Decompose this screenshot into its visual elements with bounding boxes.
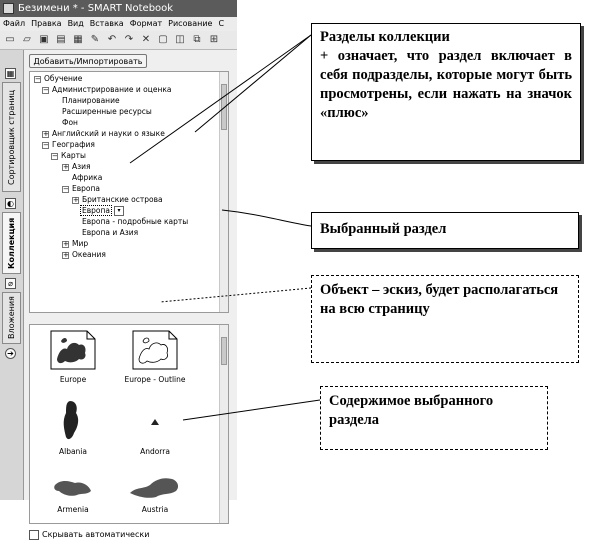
callout-section-contents (320, 386, 548, 450)
tree-item-administration[interactable]: Администрирование и оценка (52, 85, 172, 94)
menu-draw[interactable]: Рисование (168, 19, 213, 28)
chevron-down-icon[interactable]: ▾ (114, 206, 124, 216)
page-sorter-icon: ▦ (6, 69, 15, 78)
collapse-icon[interactable]: − (52, 152, 58, 160)
menu-format[interactable]: Формат (129, 19, 163, 28)
tree-item-planning[interactable]: Планирование (62, 96, 120, 105)
tree-item-asia[interactable]: Азия (72, 162, 91, 171)
expand-icon[interactable]: + (63, 240, 69, 248)
collapse-icon[interactable]: − (43, 86, 49, 94)
tree-item-maps[interactable]: Карты (61, 151, 86, 160)
menu-more[interactable]: С (218, 19, 225, 28)
tree-item-oceania[interactable]: Океания (72, 250, 106, 259)
open-icon[interactable]: ▱ (23, 34, 31, 45)
tree-item-europe-detailed[interactable]: Европа - подробные карты (82, 217, 189, 226)
tree-item-world[interactable]: Мир (72, 239, 89, 248)
leader-line-object (160, 288, 311, 302)
thumbnail-label: Albania (58, 447, 87, 456)
tree-item-extended-resources[interactable]: Расширенные ресурсы (62, 107, 152, 116)
callout-selected-section (311, 212, 579, 249)
callout-object-thumbnail (311, 275, 579, 363)
fullscreen-icon[interactable]: ◫ (175, 34, 185, 45)
screen-icon[interactable]: ▢ (158, 34, 168, 45)
tab-gallery-label: Коллекция (7, 217, 16, 269)
expand-icon[interactable]: + (43, 130, 49, 138)
more-icon[interactable]: ⊞ (209, 34, 219, 45)
tree-item-europe-asia[interactable]: Европа и Азия (82, 228, 139, 237)
selected-item-label: Европа (82, 206, 111, 215)
tree-item-background[interactable]: Фон (62, 118, 78, 127)
callout-contents-text: Содержимое выбранного раздела (329, 393, 494, 428)
leader-line-sections (130, 35, 311, 163)
expand-icon[interactable]: + (63, 251, 69, 259)
gallery-icon: ◐ (5, 198, 16, 209)
menu-file[interactable]: Файл (3, 19, 26, 28)
leader-line-contents (183, 400, 320, 420)
magic-icon[interactable]: ✎ (90, 34, 100, 45)
capture-icon[interactable]: ⧉ (193, 34, 201, 45)
thumbnail-label: Armenia (57, 505, 89, 514)
callout-object-text: Объект – эскиз, будет располагаться на всю страницу (320, 282, 559, 317)
tree-item-europe-folder[interactable]: Европа (72, 184, 101, 193)
window-title: Безимени * - SMART Notebook (18, 3, 174, 14)
leader-line-selected (222, 210, 311, 226)
tree-item-english[interactable]: Английский и науки о языке (52, 129, 165, 138)
autohide-checkbox[interactable] (29, 530, 39, 540)
undo-icon[interactable]: ↶ (107, 34, 117, 45)
callout-collection-sections (311, 23, 581, 161)
menu-insert[interactable]: Вставка (89, 19, 124, 28)
redo-icon[interactable]: ↷ (124, 34, 134, 45)
tab-attachments-label: Вложения (7, 296, 16, 340)
thumbnail-label: Europe - Outline (124, 375, 186, 384)
collapse-icon[interactable]: − (63, 185, 69, 193)
collapse-icon[interactable]: − (35, 75, 41, 83)
autohide-option[interactable] (29, 529, 149, 540)
arrow-right-icon[interactable]: ➔ (5, 348, 16, 359)
callout-sections-body: + означает, что раздел включает в себя подразделы, которые могут быть просмотрены, если нажать на значок «плюс» (320, 48, 572, 121)
tree-item-geography[interactable]: География (52, 140, 95, 149)
paste-icon[interactable]: ▦ (73, 34, 83, 45)
tree-item-africa[interactable]: Африка (72, 173, 103, 182)
expand-icon[interactable]: + (73, 196, 79, 204)
expand-icon[interactable]: + (63, 163, 69, 171)
callout-selected-text: Выбранный раздел (320, 221, 447, 237)
collapse-icon[interactable]: − (43, 141, 49, 149)
delete-icon[interactable]: ✕ (141, 34, 151, 45)
thumbnail-label: Austria (141, 505, 169, 514)
add-import-button[interactable]: Добавить/Импортировать (29, 54, 147, 68)
new-icon[interactable]: ▭ (5, 34, 15, 45)
callout-sections-title: Разделы коллекции (320, 29, 450, 45)
thumbnail-label: Europe (59, 375, 87, 384)
autohide-label: Скрывать автоматически (42, 530, 150, 539)
menu-view[interactable]: Вид (67, 19, 84, 28)
tab-page-sorter-label: Сортировщик страниц (7, 89, 16, 185)
tree-item-education[interactable]: Обучение (44, 74, 83, 83)
paperclip-icon: ⌀ (5, 278, 16, 289)
menu-edit[interactable]: Правка (31, 19, 62, 28)
save-icon[interactable]: ▣ (39, 34, 49, 45)
print-icon[interactable]: ▤ (56, 34, 66, 45)
thumbnail-label: Andorra (140, 447, 170, 456)
leader-line-sections-2 (195, 35, 311, 132)
tree-item-british-isles[interactable]: Британские острова (82, 195, 163, 204)
